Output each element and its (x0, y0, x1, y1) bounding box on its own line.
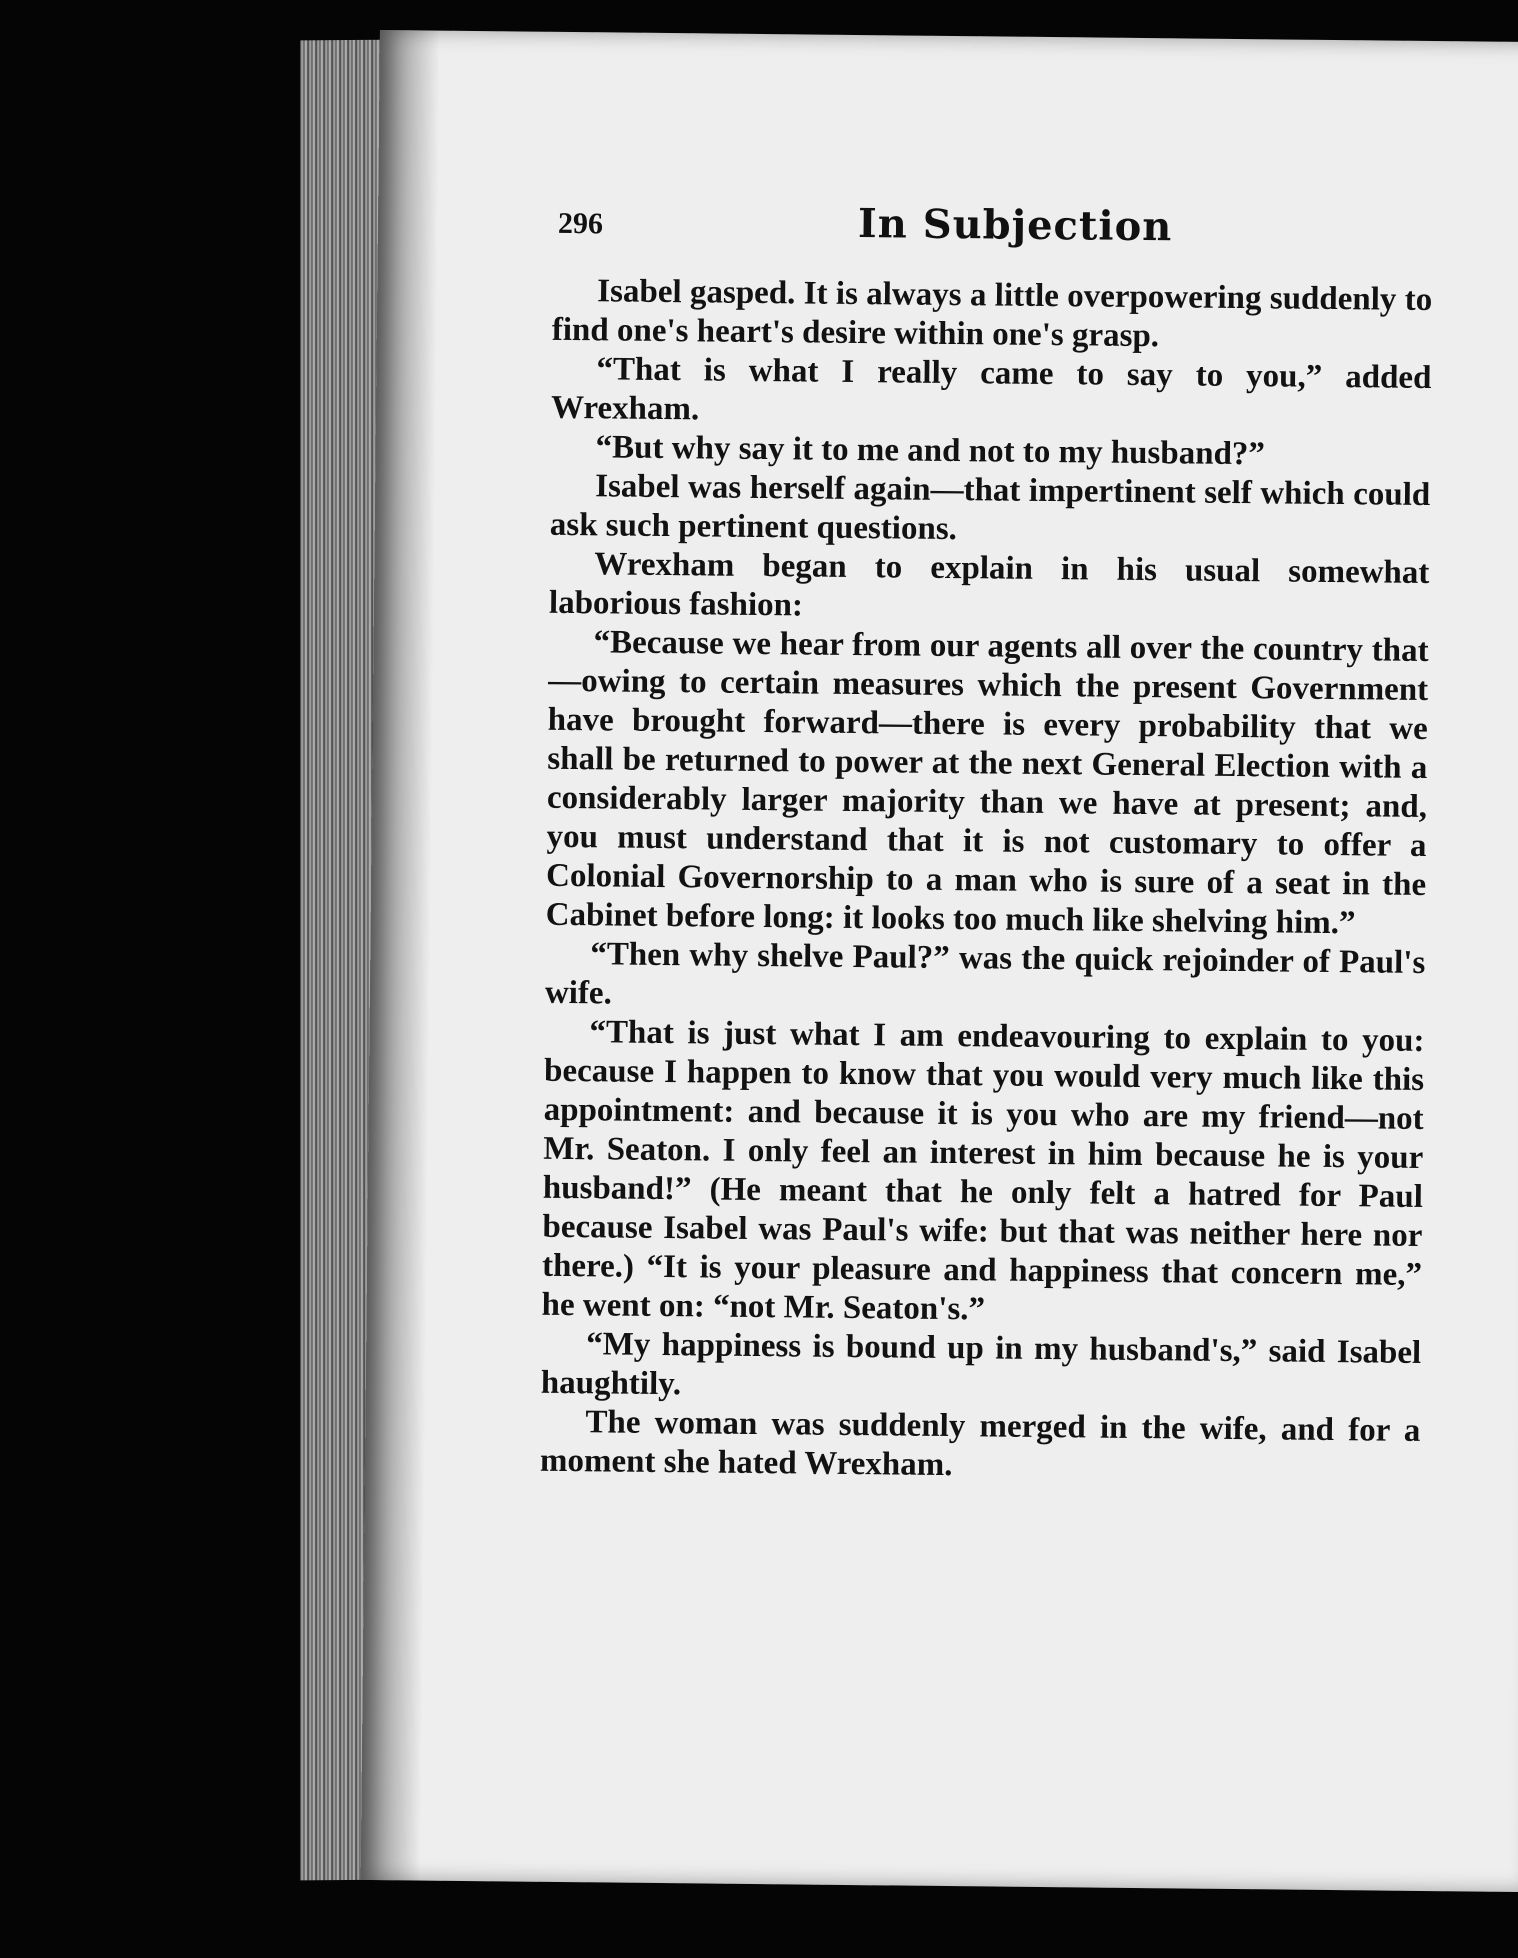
paragraph: Isabel gasped. It is always a little overpowering suddenly to find one's heart's desire within one's grasp. (551, 273, 1433, 355)
paragraph: “My happiness is bound up in my husband's,” said Isabel haughtily. (540, 1326, 1422, 1403)
paragraph: “But why say it to me and not to my husband?” (595, 429, 1266, 473)
paragraph: “That is just what I am endeavouring to explain to you: because I happen to know that you would very much like this appointment: and because it is you who are my friend—not Mr. Seaton. I only feel an interest in him because he is your husband!” (He meant that he only felt a hatred for Paul because Isabel was Paul's wife: but that was neither here nor there.) “It is your pleasure and happiness that concern me,” he went on: “not Mr. Seaton's.” (541, 1014, 1425, 1328)
page-sheet (361, 30, 1518, 1892)
paragraph: Wrexham began to explain in his usual somewhat laborious fashion: (548, 546, 1430, 624)
paragraph: “Then why shelve Paul?” was the quick rejoinder of Paul's wife. (544, 936, 1426, 1012)
running-title: In Subjection (857, 200, 1173, 251)
paragraph: Isabel was herself again—that impertinent self which could ask such pertinent questions. (549, 468, 1431, 548)
paragraph: The woman was suddenly merged in the wife, and for a moment she hated Wrexham. (539, 1404, 1421, 1484)
page-header (558, 197, 1399, 266)
paragraph: “That is what I really came to say to you,” added Wrexham. (550, 351, 1432, 428)
paragraph: “Because we hear from our agents all over the country that—owing to certain measures which the present Government have brought forward—there is every probability that we shall be returned to power at the next General Election with a considerably larger majority than we have at present; and, you must understand that it is not customary to offer a Colonial Governorship to a man who is sure of a seat in the Cabinet before long: it looks too much like shelving him.” (545, 624, 1429, 942)
page-number: 296 (557, 206, 604, 241)
scan-bottom-edge (0, 1938, 1518, 1958)
text-body (540, 272, 1433, 1490)
